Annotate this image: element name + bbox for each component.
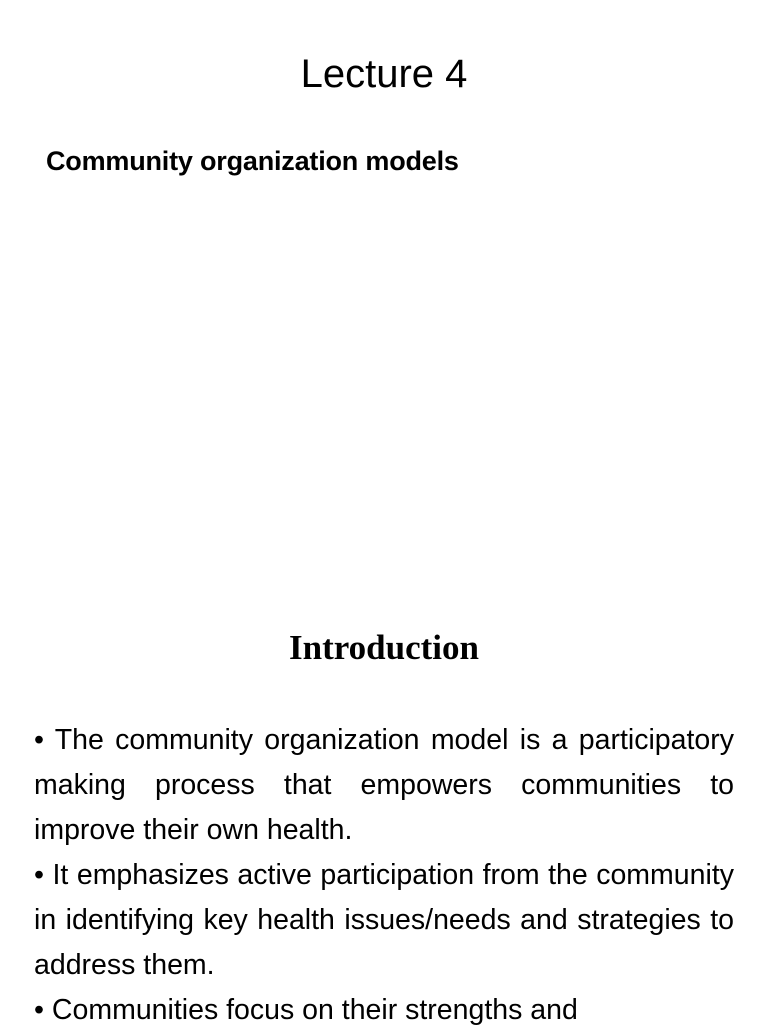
introduction-heading: Introduction	[289, 628, 479, 667]
bullet-text-2: It emphasizes active participation from the community in identifying key health issues/needs and strategies to address them.	[34, 859, 734, 981]
introduction-bullet-list	[34, 718, 734, 1033]
slide-subtitle: Community organization models	[46, 146, 459, 176]
bullet-item-2	[34, 853, 734, 988]
bullet-icon: •	[34, 724, 44, 756]
bullet-icon: •	[34, 994, 44, 1026]
bullet-text-1: The community organization model is a participatory making process that empowers communities to improve their own health.	[34, 724, 734, 846]
bullet-item-3	[34, 988, 734, 1033]
slide-title: Lecture 4	[300, 52, 468, 96]
bullet-text-3: Communities focus on their strengths and	[43, 994, 578, 1026]
bullet-icon: •	[34, 859, 44, 891]
bullet-item-1	[34, 718, 734, 853]
